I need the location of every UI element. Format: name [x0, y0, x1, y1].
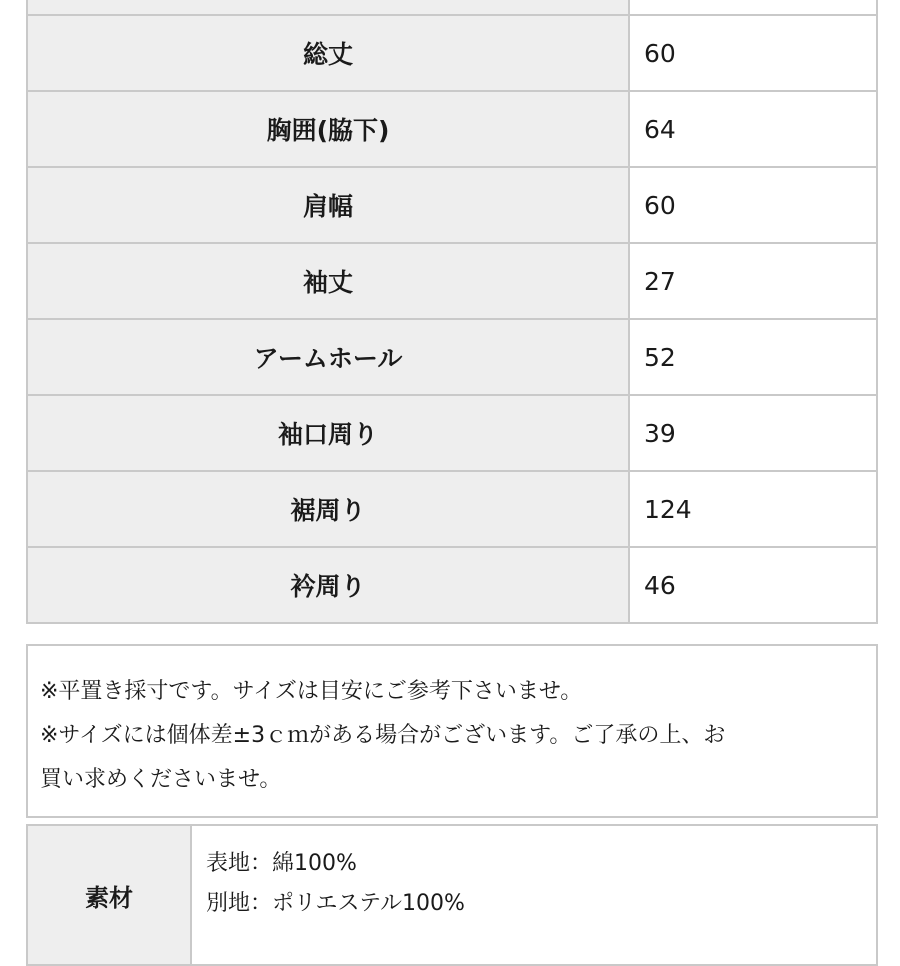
table-row	[27, 91, 877, 167]
table-row	[27, 243, 877, 319]
size-label-cell: 裾周り	[27, 471, 629, 547]
size-label-cell: アームホール	[27, 319, 629, 395]
table-row	[27, 471, 877, 547]
size-value-cell: 64	[629, 91, 877, 167]
note-line: ※平置き採寸です。サイズは目安にご参考下さいませ。	[40, 679, 583, 704]
material-line: 表地：綿100%	[206, 851, 357, 876]
table-row	[27, 0, 877, 15]
size-value-cell: 46	[629, 547, 877, 623]
table-row	[27, 395, 877, 471]
note-line: ※サイズには個体差±3ｃｍがある場合がございます。ご了承の上、お	[40, 723, 726, 748]
material-label-cell: 素材	[27, 825, 191, 965]
table-row	[27, 547, 877, 623]
size-value-cell: 60	[629, 15, 877, 91]
size-label-cell: 袖丈	[27, 243, 629, 319]
table-row	[27, 167, 877, 243]
size-table	[26, 0, 878, 624]
note-line: 買い求めくださいませ。	[40, 767, 282, 792]
size-value-cell: 52	[629, 319, 877, 395]
size-label-cell	[27, 0, 629, 15]
size-notes	[26, 644, 878, 818]
size-label-cell: 総丈	[27, 15, 629, 91]
size-value-cell	[629, 0, 877, 15]
table-row	[27, 15, 877, 91]
table-row	[27, 825, 877, 965]
table-row	[27, 319, 877, 395]
size-value-cell: 60	[629, 167, 877, 243]
size-label-cell: 胸囲(脇下)	[27, 91, 629, 167]
size-value-cell: 124	[629, 471, 877, 547]
size-value-cell: 39	[629, 395, 877, 471]
size-label-cell: 肩幅	[27, 167, 629, 243]
material-table	[26, 824, 878, 966]
material-line: 別地：ポリエステル100%	[206, 891, 465, 916]
material-value-cell	[191, 825, 877, 965]
size-label-cell: 袖口周り	[27, 395, 629, 471]
size-label-cell: 衿周り	[27, 547, 629, 623]
size-value-cell: 27	[629, 243, 877, 319]
